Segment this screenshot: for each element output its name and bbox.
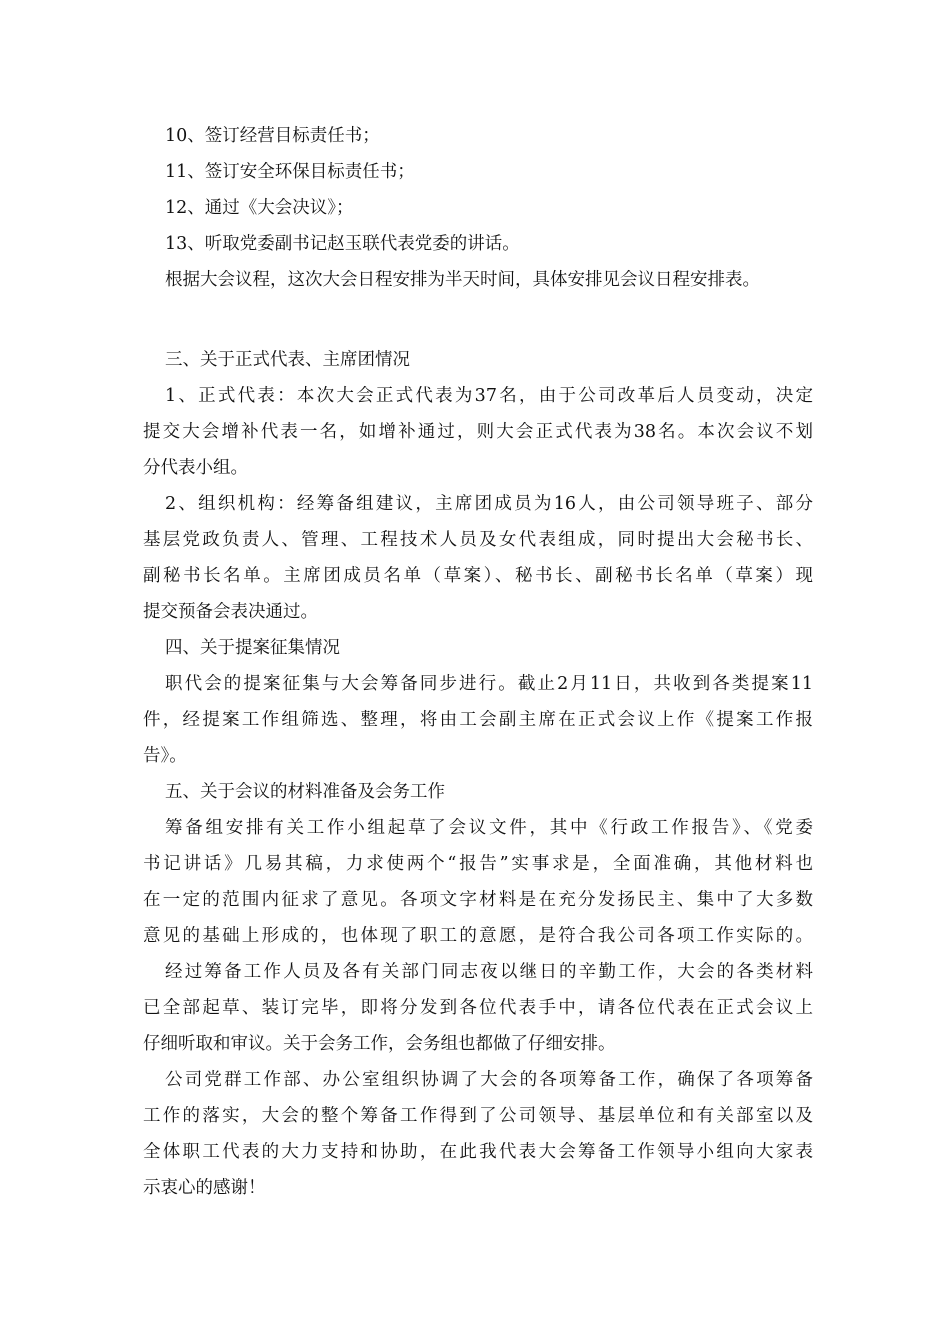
section-5-para-3-line: 工作的落实，大会的整个筹备工作得到了公司领导、基层单位和有关部室以及 xyxy=(143,1106,813,1126)
agenda-item-11: 11、签订安全环保目标责任书； xyxy=(165,162,415,182)
section-5-heading: 五、关于会议的材料准备及会务工作 xyxy=(165,782,445,802)
section-3-item-1-line: 提交大会增补代表一名，如增补通过，则大会正式代表为38名。本次会议不划 xyxy=(143,422,813,442)
section-5-para-3-line: 全体职工代表的大力支持和协助，在此我代表大会筹备工作领导小组向大家表 xyxy=(143,1142,813,1162)
section-4-body-line: 件，经提案工作组筛选、整理，将由工会副主席在正式会议上作《提案工作报 xyxy=(143,710,813,730)
section-3-heading: 三、关于正式代表、主席团情况 xyxy=(165,350,410,370)
section-3-item-1-line: 分代表小组。 xyxy=(143,458,248,478)
agenda-item-12: 12、通过《大会决议》； xyxy=(165,198,354,218)
section-5-para-2-line: 已全部起草、装订完毕，即将分发到各位代表手中，请各位代表在正式会议上 xyxy=(143,998,813,1018)
document-page xyxy=(143,118,813,1206)
section-spacer xyxy=(143,298,813,342)
section-5-para-1-line: 意见的基础上形成的，也体现了职工的意愿，是符合我公司各项工作实际的。 xyxy=(143,926,813,946)
section-4-body-line: 职代会的提案征集与大会筹备同步进行。截止2月11日，共收到各类提案11 xyxy=(165,674,813,694)
section-3-item-2-line: 2、组织机构：经筹备组建议，主席团成员为16人，由公司领导班子、部分 xyxy=(165,494,813,514)
agenda-summary: 根据大会议程，这次大会日程安排为半天时间，具体安排见会议日程安排表。 xyxy=(165,270,760,290)
section-5-para-1-line: 在一定的范围内征求了意见。各项文字材料是在充分发扬民主、集中了大多数 xyxy=(143,890,813,910)
section-5-para-2-line: 仔细听取和审议。关于会务工作，会务组也都做了仔细安排。 xyxy=(143,1034,616,1054)
section-3-item-2-line: 副秘书长名单。主席团成员名单（草案）、秘书长、副秘书长名单（草案）现 xyxy=(143,566,813,586)
section-5-para-3-line: 公司党群工作部、办公室组织协调了大会的各项筹备工作，确保了各项筹备 xyxy=(165,1070,813,1090)
section-3-item-2-line: 提交预备会表决通过。 xyxy=(143,602,318,622)
section-5-para-1-line: 筹备组安排有关工作小组起草了会议文件，其中《行政工作报告》、《党委 xyxy=(165,818,813,838)
section-5-para-1-line: 书记讲话》几易其稿，力求使两个“报告”实事求是，全面准确，其他材料也 xyxy=(143,854,813,874)
section-4-body-line: 告》。 xyxy=(143,746,187,766)
agenda-item-10: 10、签订经营目标责任书； xyxy=(165,126,380,146)
section-3-item-2-line: 基层党政负责人、管理、工程技术人员及女代表组成，同时提出大会秘书长、 xyxy=(143,530,813,550)
section-5-para-3-line: 示衷心的感谢！ xyxy=(143,1178,266,1198)
section-5-para-2-line: 经过筹备工作人员及各有关部门同志夜以继日的辛勤工作，大会的各类材料 xyxy=(165,962,813,982)
section-3-item-1-line: 1、正式代表：本次大会正式代表为37名，由于公司改革后人员变动，决定 xyxy=(165,386,813,406)
agenda-item-13: 13、听取党委副书记赵玉联代表党委的讲话。 xyxy=(165,234,520,254)
section-4-heading: 四、关于提案征集情况 xyxy=(165,638,340,658)
